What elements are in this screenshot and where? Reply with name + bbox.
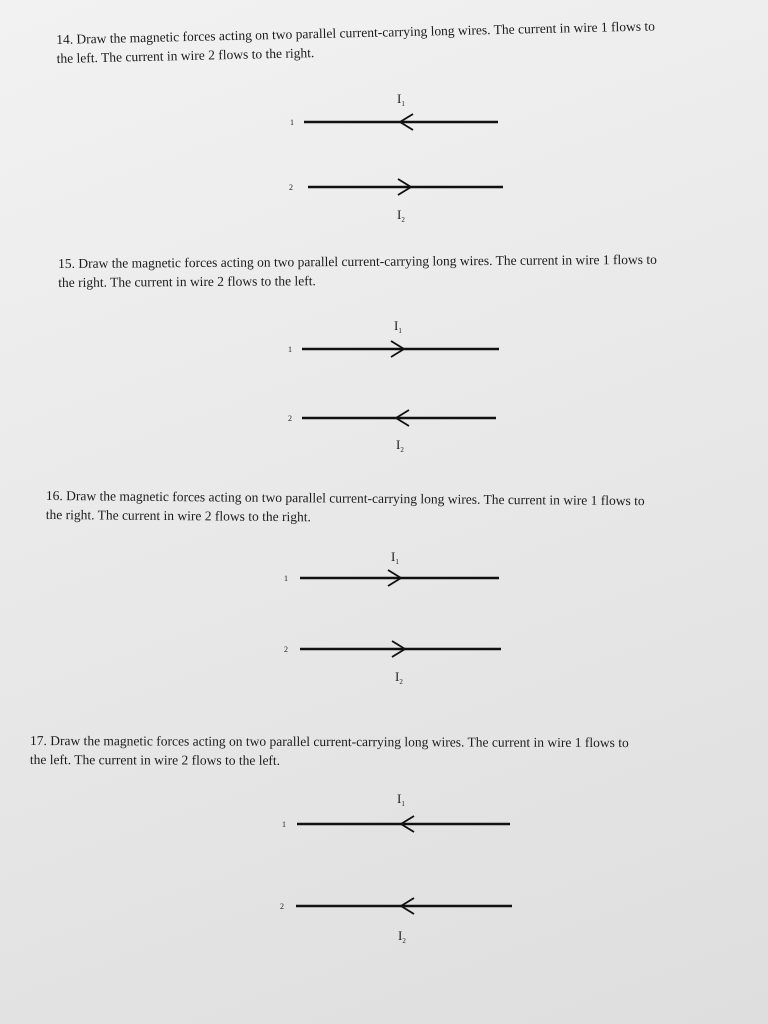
prompt-line-1: Draw the magnetic forces acting on two parallel current-carrying long wires. The current in wire 1 flows to bbox=[66, 488, 645, 509]
wire-1-number: 1 bbox=[282, 820, 286, 829]
wire-1-current-label: $I_1$ bbox=[397, 91, 405, 108]
wire-2-current-label: $I_2$ bbox=[397, 207, 405, 224]
wire-2-current-label: $I_2$ bbox=[395, 669, 403, 686]
problem-number: 16. bbox=[45, 487, 63, 504]
prompt-line-1: Draw the magnetic forces acting on two parallel current-carrying long wires. The current in wire 1 flows to bbox=[76, 18, 656, 47]
wire-1-current-label: $I_1$ bbox=[391, 549, 399, 566]
wire-2-number: 2 bbox=[289, 183, 293, 192]
wire-1-current-label: $I_1$ bbox=[394, 318, 402, 335]
wire-1-number: 1 bbox=[290, 118, 294, 127]
prompt-line-2: the right. The current in wire 2 flows to the left. bbox=[58, 273, 316, 290]
wire-2-current-label: $I_2$ bbox=[396, 437, 404, 454]
wire-1-number: 1 bbox=[284, 574, 288, 583]
prompt-line-2: the right. The current in wire 2 flows to the right. bbox=[45, 506, 312, 525]
wire-2-number: 2 bbox=[280, 902, 284, 911]
problem-number: 14. bbox=[56, 31, 74, 47]
problem-number: 17. bbox=[29, 733, 47, 749]
wire-2-number: 2 bbox=[284, 645, 288, 654]
prompt-line-1: Draw the magnetic forces acting on two parallel current-carrying long wires. The current in wire 1 flows to bbox=[50, 733, 629, 751]
problem-number: 15. bbox=[58, 255, 75, 271]
wire-1-number: 1 bbox=[288, 345, 292, 354]
wire-1-current-label: $I_1$ bbox=[397, 791, 405, 808]
wire-2-current-label: $I_2$ bbox=[398, 928, 406, 945]
prompt-line-2: the left. The current in wire 2 flows to the right. bbox=[56, 45, 315, 66]
prompt-line-1: Draw the magnetic forces acting on two parallel current-carrying long wires. The current in wire 1 flows to bbox=[78, 251, 657, 271]
wire-2-number: 2 bbox=[288, 414, 292, 423]
prompt-line-2: the left. The current in wire 2 flows to the left. bbox=[29, 751, 281, 768]
